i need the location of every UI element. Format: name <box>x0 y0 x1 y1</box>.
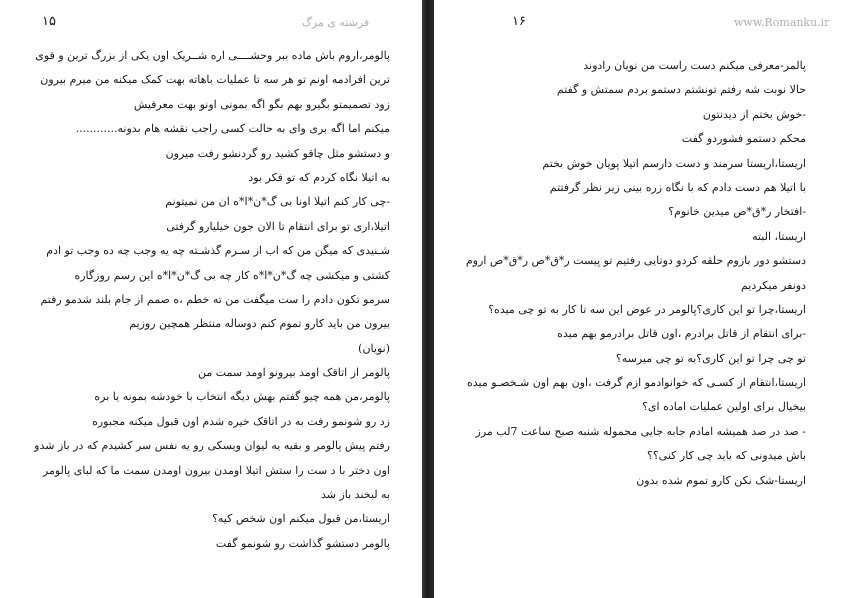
text-line: اریستا،انتقام از کسـی که خوانوادمو ازم گرفت ،اون بهم اون شـخصـو میده <box>466 376 806 390</box>
text-line: با اتیلا هم دست دادم که با نگاه زره بینی زیر نظر گرفتتم <box>549 180 806 194</box>
text-line: -چی کار کنم اتیلا اونا بی گ*ن*ا*ه ان من نمیتونم <box>165 195 390 209</box>
text-line: (نویان) <box>358 341 390 355</box>
text-line: -خوش بختم از دیدنتون <box>702 107 806 121</box>
text-line: محکم دستمو فشوردو گفت <box>681 132 806 146</box>
text-line: شـنیدی که میگن من که اب از سـرم گذشـته چه یه وجب چه ده وجب تو ادم <box>46 244 390 258</box>
text-line: اریستا، البته <box>752 229 806 243</box>
text-line: پالومر،من همه چیو گفتم بهش دیگه انتخاب با خودشه بمونه یا بره <box>94 390 390 404</box>
text-line: باش میدونی که باید چی کار کنی؟؟ <box>646 449 806 463</box>
text-line: تو چی چرا تو این کاری؟به تو چی میرسه؟ <box>615 351 806 365</box>
text-line: -برای انتقام از قاتل برادرم ،اون قاتل برادرمو بهم میده <box>557 327 806 341</box>
page-header-title: فرشته ی مرگ <box>302 16 370 29</box>
text-line: اریستا-شک نکن کارو تموم شده بدون <box>636 473 806 487</box>
text-line: و دستشو مثل چاقو کشید رو گردنشو رفت میرون <box>165 146 390 160</box>
text-line: به لبخند باز شد <box>320 488 390 502</box>
text-line: کشتی و میکشی چه گ*ن*ا*ه کار چه بی گ*ن*ا*ه این رسم روزگاره <box>74 268 390 282</box>
text-line: اریستا،من قبول میکنم اون شخص کیه؟ <box>212 512 390 526</box>
page-header-url: www.Romanku.ir <box>734 16 830 29</box>
text-line: دونفر میکردیم <box>740 278 806 292</box>
text-line: میکنم اما اگه بری وای به حالت کسی راجب نقشه هام بدونه............ <box>75 122 390 136</box>
page-number: ۱۵ <box>42 14 56 29</box>
text-line: اریستا،اریستا سرمند و دست دارسم اتیلا پویان خوش بختم <box>542 156 806 170</box>
text-line: اتیلا،اری تو برای انتقام تا الان جون خیلیارو گرفتی <box>166 219 390 233</box>
page-number: ۱۶ <box>512 14 526 29</box>
text-line: پالومر دستشو گذاشت رو شونمو گفت <box>215 536 390 550</box>
text-line: پالمر-معرفی میکنم دست راست من نویان رادوند <box>583 59 806 72</box>
text-line: ترین افرادمه اونم تو هر سه تا عملیات باهاته بهت کمک میکنه من میرم بیرون <box>40 73 390 87</box>
text-line: زود تصمیمتو بگیرو بهم بگو اگه بمونی اونو بهت معرفیش <box>133 97 390 111</box>
book-spine <box>422 0 434 598</box>
text-line: پالومر از اتاقک اومد بیرونو اومد سمت من <box>197 366 390 380</box>
left-page-text <box>20 44 390 556</box>
text-line: رفتم پیش پالومر و بقیه یه لیوان ویسکی رو یه نفس سر کشیدم که در باز شدو <box>34 439 390 453</box>
text-line: پالومر،اروم باش ماده ببر وحشــــی اره شــریک اون یکی از بزرگ ترین و قوی <box>35 49 390 62</box>
right-page <box>434 0 856 598</box>
text-line: اریستا،چرا تو این کاری؟پالومر در عوض این سه تا کار به تو چی میده؟ <box>488 302 806 316</box>
text-line: زد رو شونمو رفت به در اتاقک خیره شدم اون قبول میکنه مجبوره <box>92 414 390 428</box>
text-line: اون دختر با د ست را ستش اتیلا اومدن بیرون اومدن سمت ما که لبای پالومر <box>42 463 390 477</box>
text-line: -افتخار ر*ق*ص میدین خانوم؟ <box>668 205 806 219</box>
text-line: دستشو دور بازوم حلقه کردو دوتایی رفتیم تو پیست ر*ق*ص ر*ق*ص اروم <box>465 254 806 268</box>
text-line: - صد در صد همیشه امادم جابه جایی محموله شنبه صبح ساعت 7لب مرز <box>475 424 806 438</box>
left-page <box>0 0 422 598</box>
text-line: بیرون من باید کارو تموم کنم دوساله منتظر همچین روزیم <box>129 317 390 331</box>
text-line: به اتیلا نگاه کردم که تو فکر بود <box>248 170 390 184</box>
right-page-text <box>456 54 806 493</box>
text-line: بیخیال برای اولین عملیات اماده ای؟ <box>642 400 806 414</box>
text-line: حالا نوبت شه رفتم تونشتم دستمو بردم سمتش و گفتم <box>556 83 806 97</box>
text-line: سرمو تکون دادم را ست میگفت من ته خطم ،ه صمم از جام بلند شدمو رفتم <box>40 292 390 306</box>
